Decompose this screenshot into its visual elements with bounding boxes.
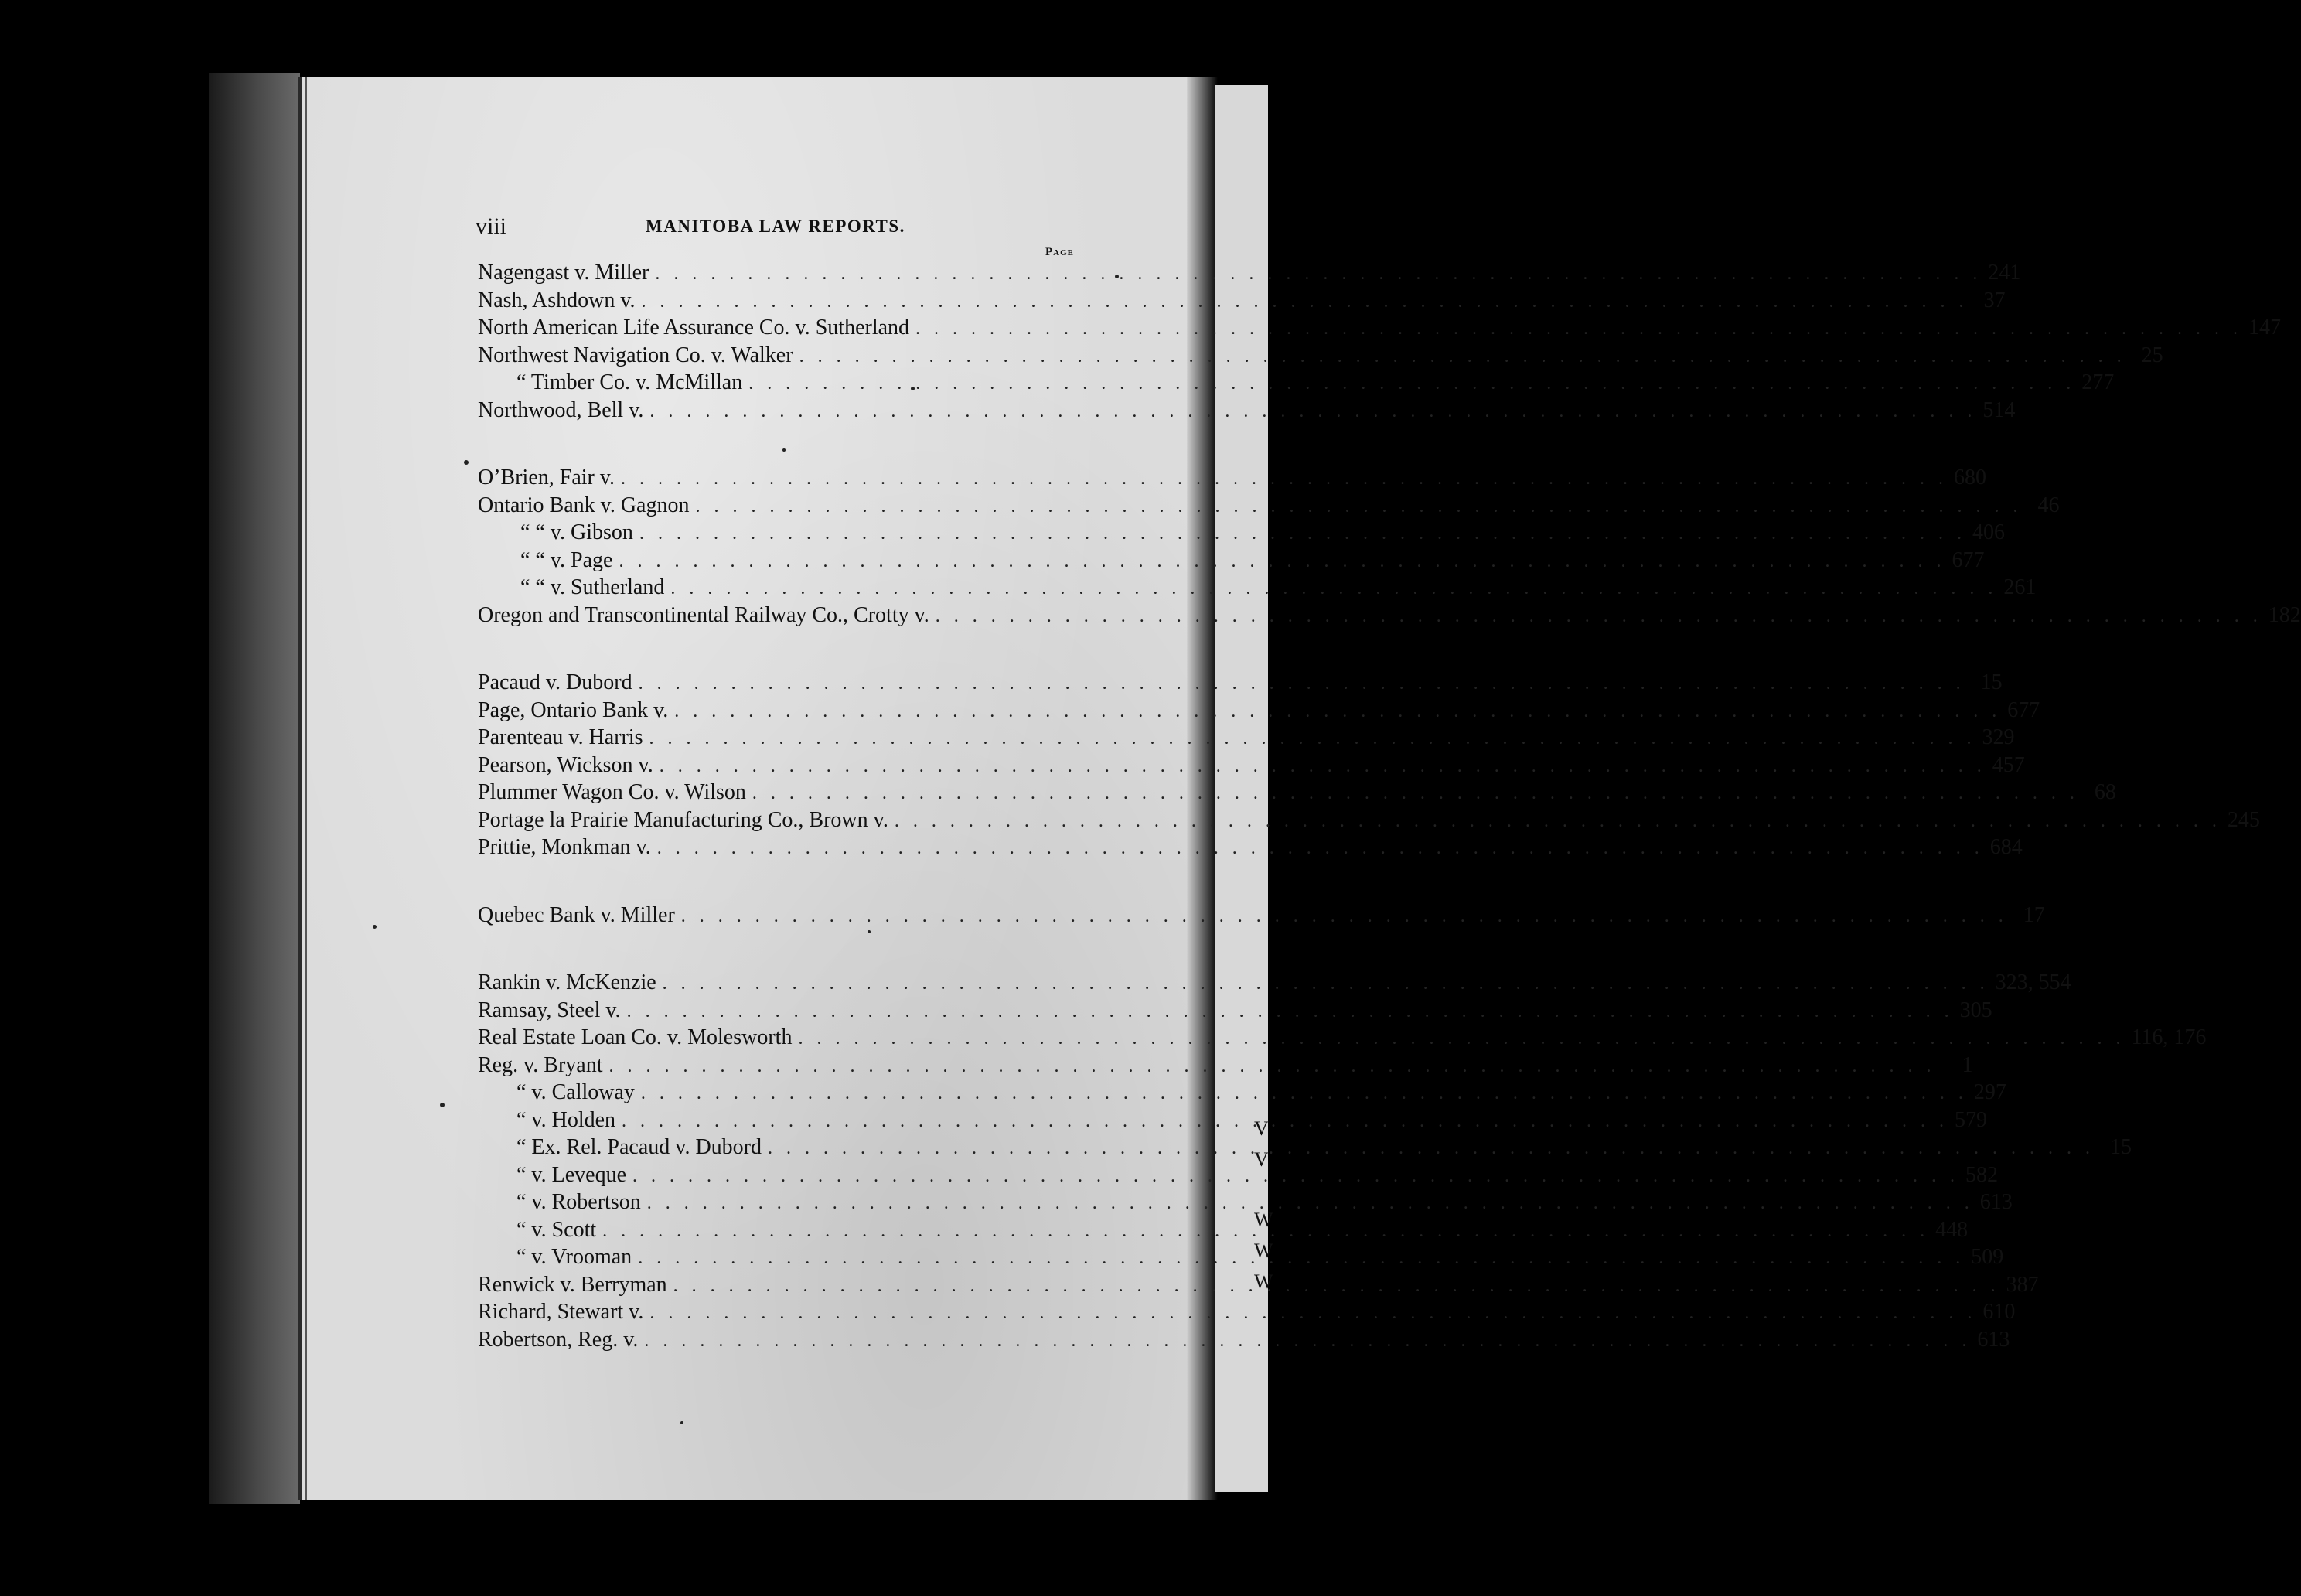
index-entry [478, 697, 2040, 726]
dot-leader [632, 1166, 1959, 1187]
case-page-number: 677 [1952, 547, 1985, 572]
index-entry [478, 1217, 1969, 1246]
dot-leader [644, 1331, 1971, 1352]
index-entry [478, 1300, 2016, 1328]
running-title: MANITOBA LAW REPORTS. [646, 217, 905, 236]
index-entry [478, 288, 2006, 316]
case-index-list [478, 261, 2301, 1355]
dot-leader [799, 346, 2126, 367]
index-group-r [478, 970, 2207, 1355]
dot-leader [655, 264, 1982, 285]
case-page-number: 305 [1959, 998, 1992, 1022]
dot-leader [695, 496, 2022, 517]
dot-leader [621, 469, 1948, 489]
case-page-number: 116, 176 [2131, 1025, 2207, 1049]
case-page-number: 680 [1954, 466, 1987, 489]
case-name: “ v. Holden [516, 1107, 616, 1132]
case-page-number: 277 [2081, 370, 2115, 394]
case-name: Richard, Stewart v. [478, 1300, 644, 1324]
dot-leader [647, 1193, 1974, 1214]
index-entry [478, 780, 2116, 808]
case-name: Pearson, Wickson v. [478, 752, 653, 777]
index-entry [478, 493, 2060, 521]
dot-leader [681, 906, 2008, 927]
case-page-number: 448 [1935, 1217, 1969, 1242]
case-page-number: 241 [1988, 261, 2021, 285]
dot-leader [673, 1276, 2000, 1297]
case-name: Quebec Bank v. Miller [478, 902, 675, 927]
dot-leader [642, 292, 1969, 312]
case-name: Northwood, Bell v. [478, 397, 644, 422]
index-entry [478, 835, 2023, 863]
index-group-q [478, 902, 2045, 931]
index-entry [478, 315, 2282, 343]
dot-leader [663, 974, 1989, 994]
dot-leader [649, 728, 1976, 749]
case-name: Ramsay, Steel v. [478, 998, 621, 1022]
index-entry [478, 970, 2071, 998]
index-entry [478, 1327, 2010, 1356]
case-page-number: 261 [2003, 575, 2037, 599]
index-entry [478, 575, 2037, 603]
index-entry [478, 370, 2115, 398]
case-name: “ v. Calloway [516, 1080, 635, 1104]
case-name: Prittie, Monkman v. [478, 835, 651, 859]
index-entry [478, 902, 2045, 931]
case-name: “ v. Robertson [516, 1190, 641, 1214]
dot-leader [657, 838, 1984, 859]
index-entry [478, 998, 1992, 1026]
case-page-number: 457 [1992, 752, 2025, 777]
case-name: Reg. v. Bryant [478, 1052, 603, 1077]
dot-leader [638, 1248, 1965, 1269]
case-page-number: 684 [1989, 835, 2023, 859]
dot-leader [674, 701, 2001, 722]
case-page-number: 297 [1973, 1080, 2006, 1104]
index-entry [478, 725, 2015, 753]
dot-leader [752, 783, 2079, 804]
case-page-number: 514 [1982, 397, 2016, 422]
index-entry [478, 1135, 2132, 1163]
index-entry [478, 343, 2163, 371]
case-name: Nash, Ashdown v. [478, 288, 636, 312]
case-name: Oregon and Transcontinental Railway Co., Crotty v. [478, 602, 929, 627]
dot-leader [619, 551, 1945, 572]
index-entry [478, 1190, 2013, 1218]
index-entry [478, 1025, 2207, 1053]
case-name: Plummer Wagon Co. v. Wilson [478, 780, 746, 804]
case-page-number: 37 [1983, 288, 2006, 312]
index-entry [478, 1107, 1988, 1136]
index-entry [478, 466, 1987, 493]
index-entry [478, 807, 2260, 836]
case-page-number: 582 [1965, 1162, 1998, 1187]
book-gutter-shadow [209, 73, 300, 1504]
dot-leader [670, 578, 1997, 599]
dot-leader [609, 1056, 1936, 1077]
case-name: Portage la Prairie Manufacturing Co., Brown v. [478, 807, 888, 832]
dot-leader [768, 1138, 2095, 1159]
case-page-number: 329 [1982, 725, 2015, 749]
dot-leader [748, 373, 2075, 394]
case-page-number: 579 [1955, 1107, 1988, 1132]
case-name: Parenteau v. Harris [478, 725, 643, 749]
case-page-number: 15 [1980, 670, 2003, 694]
dot-leader [627, 1001, 1954, 1022]
case-page-number: 147 [2248, 315, 2282, 339]
dot-leader [639, 674, 1965, 694]
dot-leader [639, 523, 1966, 544]
page-edge-line [305, 77, 307, 1500]
case-name: Page, Ontario Bank v. [478, 697, 669, 722]
index-entry [478, 547, 1985, 576]
case-page-number: 1 [1962, 1052, 1973, 1077]
case-page-number: 182 [2268, 602, 2301, 627]
case-name: “ Ex. Rel. Pacaud v. Dubord [516, 1135, 762, 1159]
case-name: North American Life Assurance Co. v. Sutherland [478, 315, 910, 339]
page-header [476, 213, 1110, 244]
page-number-folio: viii [476, 213, 507, 239]
case-name: Pacaud v. Dubord [478, 670, 632, 694]
dot-leader [915, 319, 2242, 339]
index-entry [478, 261, 2021, 288]
case-page-number: 245 [2227, 807, 2260, 832]
index-entry [478, 1162, 1998, 1191]
case-name: “ v. Vrooman [516, 1245, 632, 1269]
page-column-label: Page [1045, 246, 1074, 258]
case-name: Robertson, Reg. v. [478, 1327, 639, 1352]
dot-leader [602, 1221, 1929, 1242]
facing-page-fragment: W [1254, 1209, 1273, 1231]
case-page-number: 68 [2094, 780, 2116, 804]
index-group-n [478, 261, 2282, 425]
case-name: “ “ v. Sutherland [520, 575, 665, 599]
case-name: Ontario Bank v. Gagnon [478, 493, 690, 517]
facing-page-fragment: V [1254, 1117, 1269, 1140]
case-name: O’Brien, Fair v. [478, 466, 615, 489]
index-entry [478, 602, 2301, 631]
case-name: “ v. Scott [516, 1217, 597, 1242]
dot-leader [649, 1303, 1976, 1324]
dot-leader [660, 756, 1986, 777]
case-page-number: 610 [1982, 1300, 2016, 1324]
index-group-o [478, 466, 2301, 630]
case-name: Renwick v. Berryman [478, 1272, 667, 1297]
case-page-number: 17 [2023, 902, 2045, 927]
case-page-number: 323, 554 [1995, 970, 2071, 994]
index-entry [478, 397, 2016, 426]
index-entry [478, 1080, 2006, 1108]
index-entry [478, 1052, 1973, 1081]
dot-leader [798, 1028, 2125, 1049]
case-name: “ “ v. Gibson [520, 520, 633, 544]
case-page-number: 613 [1979, 1190, 2013, 1214]
facing-page-fragment: W [1254, 1270, 1273, 1293]
case-page-number: 387 [2006, 1272, 2039, 1297]
case-name: “ “ v. Page [520, 547, 613, 572]
index-group-p [478, 670, 2260, 863]
case-name: Rankin v. McKenzie [478, 970, 656, 994]
case-name: Northwest Navigation Co. v. Walker [478, 343, 793, 367]
facing-page-fragment: V [1254, 1148, 1269, 1171]
case-page-number: 406 [1972, 520, 2005, 544]
case-page-number: 677 [2007, 697, 2040, 722]
index-entry [478, 1272, 2039, 1301]
index-entry [478, 752, 2025, 781]
case-name: “ v. Leveque [516, 1162, 626, 1187]
index-entry [478, 670, 2003, 698]
case-page-number: 46 [2037, 493, 2060, 517]
case-name: Real Estate Loan Co. v. Molesworth [478, 1025, 793, 1049]
dot-leader [895, 811, 2221, 832]
case-page-number: 25 [2141, 343, 2163, 367]
case-page-number: 509 [1971, 1245, 2004, 1269]
dot-leader [649, 401, 1976, 422]
index-entry [478, 520, 2005, 548]
case-name: “ Timber Co. v. McMillan [516, 370, 743, 394]
case-name: Nagengast v. Miller [478, 261, 649, 285]
case-page-number: 613 [1977, 1327, 2010, 1352]
dot-leader [936, 606, 2262, 627]
facing-page-fragment: W [1254, 1240, 1273, 1262]
case-page-number: 15 [2110, 1135, 2132, 1159]
dot-leader [641, 1083, 1968, 1104]
dot-leader [622, 1111, 1948, 1132]
index-entry [478, 1245, 2004, 1273]
